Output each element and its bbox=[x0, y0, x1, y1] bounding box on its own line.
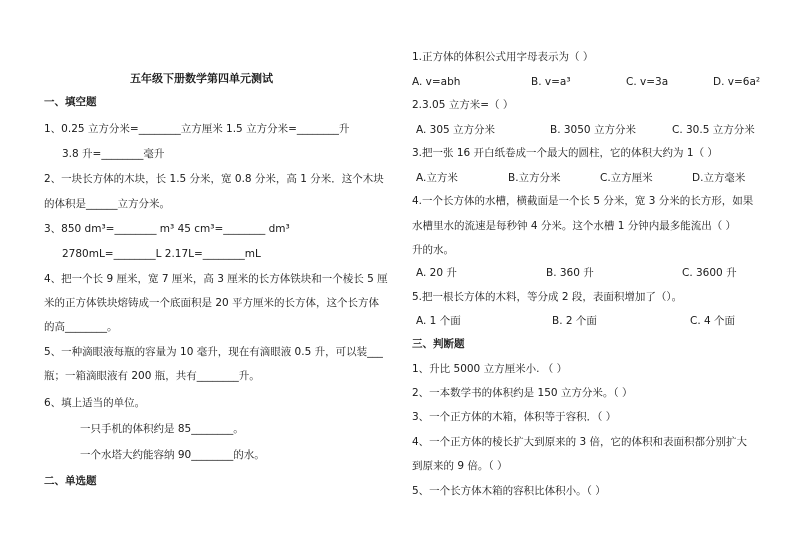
option-a: A.立方米 bbox=[416, 172, 458, 184]
option-b: B. 2 个面 bbox=[552, 315, 597, 327]
mc-question-1-options bbox=[412, 75, 762, 89]
question-2-line-2: 的体积是______立方分米。 bbox=[44, 198, 170, 210]
section-fill-blank: 一、填空题 bbox=[44, 96, 97, 108]
question-4-line-3: 的高________。 bbox=[44, 321, 118, 333]
question-2-line-1: 2、一块长方体的木块，长 1.5 分米，宽 0.8 分米，高 1 分米．这个木块 bbox=[44, 173, 384, 185]
question-6-item-2: 一个水塔大约能容纳 90________的水。 bbox=[80, 449, 265, 461]
question-5-line-2: 瓶；一箱滴眼液有 200 瓶，共有________升。 bbox=[44, 370, 260, 382]
option-d: D. v=6a² bbox=[713, 76, 761, 88]
mc-question-1: 1.正方体的体积公式用字母表示为（ ） bbox=[412, 51, 594, 63]
question-5-line-1: 5、一种滴眼液每瓶的容量为 10 毫升，现在有滴眼液 0.5 升，可以装___ bbox=[44, 346, 383, 358]
option-a: A. v=abh bbox=[412, 76, 461, 88]
option-c: C. v=3a bbox=[626, 76, 669, 88]
question-1-line-1: 1、0.25 立方分米=________立方厘米 1.5 立方分米=________升 bbox=[44, 123, 350, 135]
option-b: B. 3050 立方分米 bbox=[550, 124, 636, 136]
tf-question-5: 5、一个长方体木箱的容积比体积小。（ ） bbox=[412, 485, 606, 497]
section-single-choice: 二、单选题 bbox=[44, 475, 97, 487]
question-1-line-2: 3.8 升=________毫升 bbox=[62, 148, 165, 160]
tf-question-2: 2、一本数学书的体积约是 150 立方分米。（ ） bbox=[412, 387, 633, 399]
option-b: B. 360 升 bbox=[546, 267, 594, 279]
mc-question-4-line-3: 升的水。 bbox=[412, 244, 454, 256]
mc-question-4-line-2: 水槽里水的流速是每秒钟 4 分米。这个水槽 1 分钟内最多能流出（ ） bbox=[412, 220, 737, 232]
tf-question-1: 1、升比 5000 立方厘米小. （ ） bbox=[412, 363, 568, 375]
mc-question-5: 5.把一根长方体的木料，等分成 2 段，表面积增加了（）。 bbox=[412, 291, 683, 303]
option-b: B.立方分米 bbox=[508, 172, 561, 184]
mc-question-3: 3.把一张 16 开白纸卷成一个最大的圆柱，它的体积大约为 1（ ） bbox=[412, 147, 718, 159]
section-true-false: 三、判断题 bbox=[412, 338, 465, 350]
option-c: C. 30.5 立方分米 bbox=[672, 124, 755, 136]
option-c: C. 3600 升 bbox=[682, 267, 737, 279]
option-b: B. v=a³ bbox=[531, 76, 571, 88]
tf-question-4-line-2: 到原来的 9 倍。（ ） bbox=[412, 460, 508, 472]
question-3-line-1: 3、850 dm³=________ m³ 45 cm³=________ dm³ bbox=[44, 223, 290, 235]
tf-question-3: 3、一个正方体的木箱，体积等于容积．（ ） bbox=[412, 411, 617, 423]
option-a: A. 305 立方分米 bbox=[416, 124, 496, 136]
mc-question-2: 2.3.05 立方米=（ ） bbox=[412, 99, 514, 111]
option-a: A. 1 个面 bbox=[416, 315, 461, 327]
question-6-item-1: 一只手机的体积约是 85________。 bbox=[80, 423, 244, 435]
option-c: C.立方厘米 bbox=[600, 172, 653, 184]
question-4-line-2: 米的正方体铁块熔铸成一个底面积是 20 平方厘米的长方体，这个长方体 bbox=[44, 297, 380, 309]
mc-question-5-options bbox=[416, 314, 766, 328]
mc-question-2-options bbox=[416, 123, 766, 137]
mc-question-3-options bbox=[416, 171, 766, 185]
mc-question-4-options bbox=[416, 266, 766, 280]
option-a: A. 20 升 bbox=[416, 267, 457, 279]
question-4-line-1: 4、把一个长 9 厘米，宽 7 厘米，高 3 厘米的长方体铁块和一个棱长 5 厘 bbox=[44, 273, 388, 285]
mc-question-4-line-1: 4.一个长方体的水槽，横截面是一个长 5 分米，宽 3 分米的长方形，如果 bbox=[412, 195, 754, 207]
option-c: C. 4 个面 bbox=[690, 315, 736, 327]
tf-question-4-line-1: 4、一个正方体的棱长扩大到原来的 3 倍，它的体积和表面积都分别扩大 bbox=[412, 436, 748, 448]
exam-title: 五年级下册数学第四单元测试 bbox=[130, 72, 273, 85]
option-d: D.立方毫米 bbox=[692, 172, 746, 184]
question-6: 6、填上适当的单位。 bbox=[44, 397, 146, 409]
question-3-line-2: 2780mL=________L 2.17L=________mL bbox=[62, 248, 261, 260]
